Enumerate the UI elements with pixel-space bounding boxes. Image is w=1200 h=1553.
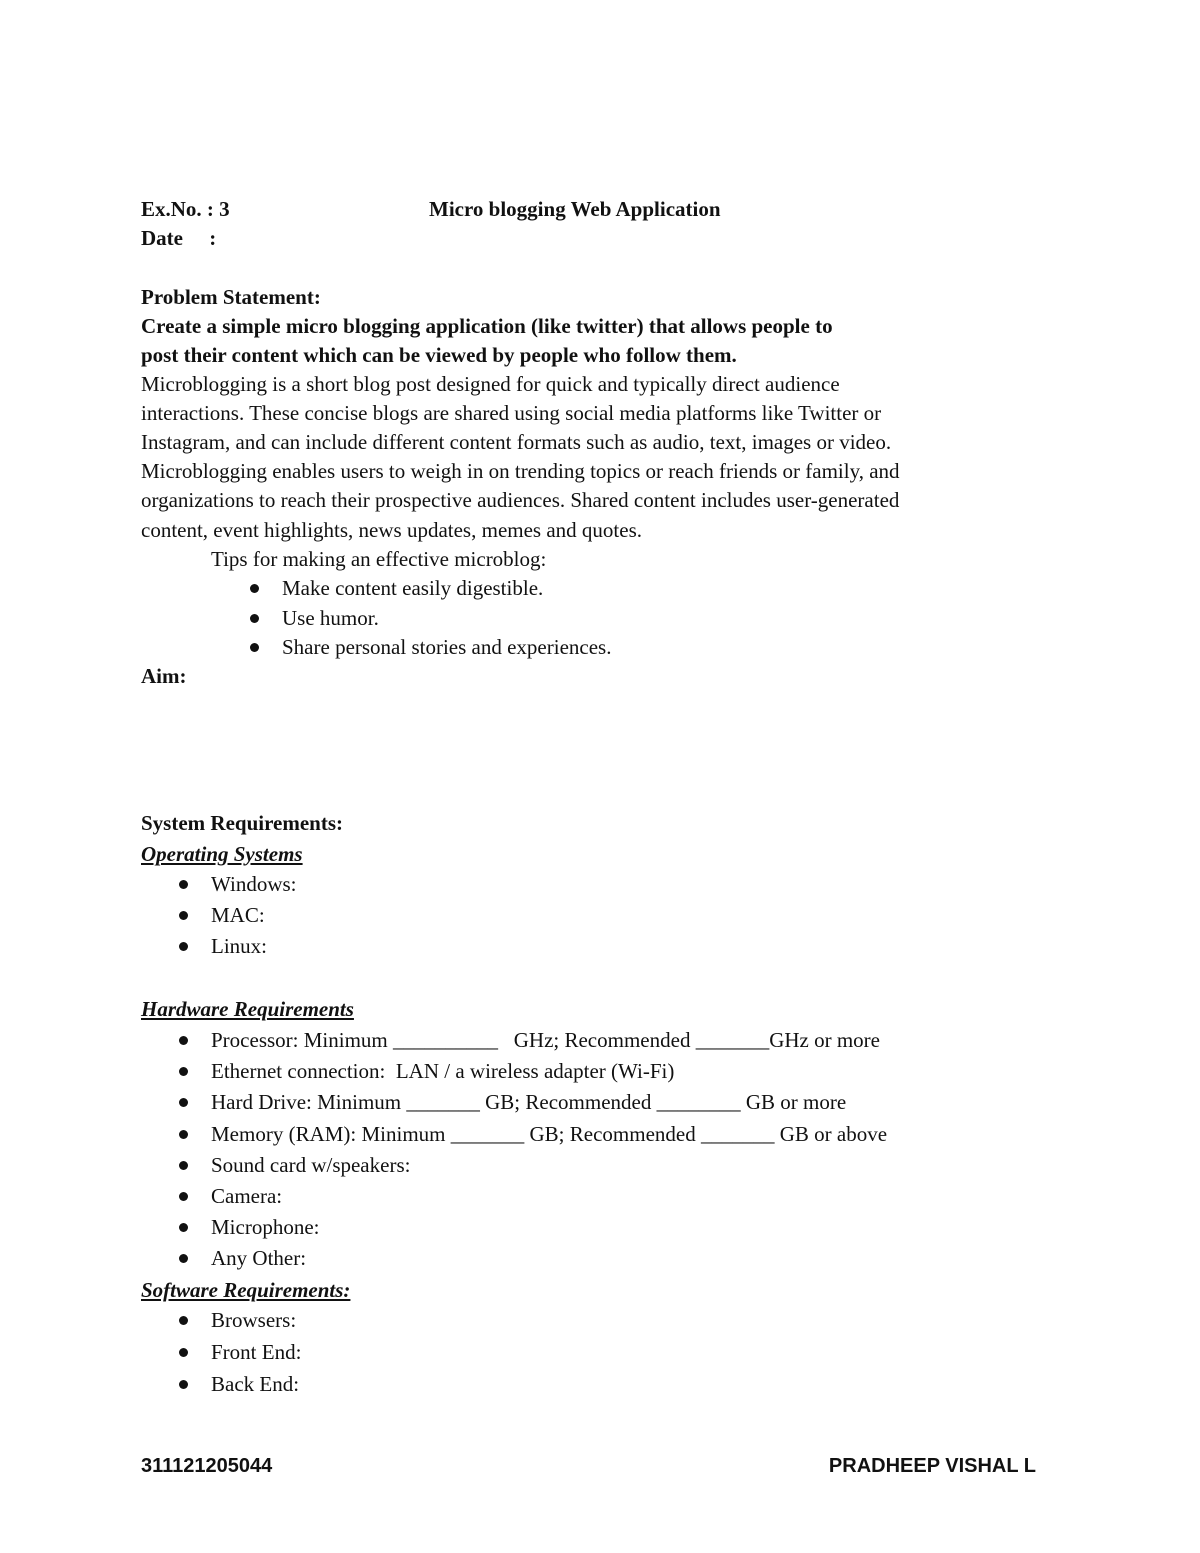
tip-item: Make content easily digestible.	[282, 576, 544, 600]
tip-item: Share personal stories and experiences.	[282, 635, 612, 659]
problem-body-line: Microblogging enables users to weigh in on trending topics or reach friends or family, and	[141, 459, 900, 483]
bullet-icon	[250, 584, 259, 593]
bullet-icon	[179, 1316, 188, 1325]
problem-statement-heading: Problem Statement:	[141, 285, 321, 309]
os-item: MAC:	[211, 903, 265, 927]
problem-bold-line: post their content which can be viewed by people who follow them.	[141, 343, 737, 367]
os-item: Windows:	[211, 872, 297, 896]
hardware-item: Camera:	[211, 1184, 283, 1208]
exercise-number: Ex.No. : 3	[141, 197, 230, 221]
bullet-icon	[250, 614, 259, 623]
problem-bold-line: Create a simple micro blogging application (like twitter) that allows people to	[141, 314, 833, 338]
system-requirements-heading: System Requirements:	[141, 811, 344, 835]
tips-heading: Tips for making an effective microblog:	[211, 547, 547, 571]
problem-body-line: organizations to reach their prospective audiences. Shared content includes user-generated	[141, 488, 900, 512]
software-requirements-heading: Software Requirements:	[141, 1278, 351, 1302]
software-item: Browsers:	[211, 1308, 297, 1332]
bullet-icon	[179, 911, 188, 920]
tip-item: Use humor.	[282, 606, 379, 630]
problem-body-line: Instagram, and can include different content formats such as audio, text, images or video.	[141, 430, 892, 454]
bullet-icon	[179, 1223, 188, 1232]
software-item: Front End:	[211, 1340, 302, 1364]
hardware-requirements-heading: Hardware Requirements	[141, 997, 354, 1021]
hardware-item: Any Other:	[211, 1246, 307, 1270]
software-item: Back End:	[211, 1372, 300, 1396]
bullet-icon	[179, 1192, 188, 1201]
date-label: Date :	[141, 226, 217, 250]
bullet-icon	[179, 1067, 188, 1076]
operating-systems-heading: Operating Systems	[141, 842, 303, 866]
hardware-item: Sound card w/speakers:	[211, 1153, 411, 1177]
bullet-icon	[250, 643, 259, 652]
document-title: Micro blogging Web Application	[429, 197, 721, 221]
problem-body-line: interactions. These concise blogs are shared using social media platforms like Twitter or	[141, 401, 882, 425]
bullet-icon	[179, 1348, 188, 1357]
problem-body-line: Microblogging is a short blog post designed for quick and typically direct audience	[141, 372, 840, 396]
bullet-icon	[179, 1036, 188, 1045]
bullet-icon	[179, 1098, 188, 1107]
bullet-icon	[179, 1161, 188, 1170]
hardware-item: Microphone:	[211, 1215, 320, 1239]
footer-student-name: PRADHEEP VISHAL L	[828, 1455, 1036, 1477]
aim-heading: Aim:	[141, 664, 187, 688]
footer-register-number: 311121205044	[141, 1455, 273, 1477]
bullet-icon	[179, 1380, 188, 1389]
os-item: Linux:	[211, 934, 267, 958]
hardware-item: Hard Drive: Minimum _______ GB; Recommended ________ GB or more	[211, 1090, 847, 1114]
hardware-item: Ethernet connection: LAN / a wireless adapter (Wi-Fi)	[211, 1059, 675, 1083]
hardware-item: Memory (RAM): Minimum _______ GB; Recommended _______ GB or above	[211, 1122, 888, 1146]
bullet-icon	[179, 942, 188, 951]
bullet-icon	[179, 880, 188, 889]
bullet-icon	[179, 1130, 188, 1139]
bullet-icon	[179, 1254, 188, 1263]
problem-body-line: content, event highlights, news updates, memes and quotes.	[141, 518, 642, 542]
hardware-item: Processor: Minimum __________ GHz; Recommended _______GHz or more	[211, 1028, 880, 1052]
